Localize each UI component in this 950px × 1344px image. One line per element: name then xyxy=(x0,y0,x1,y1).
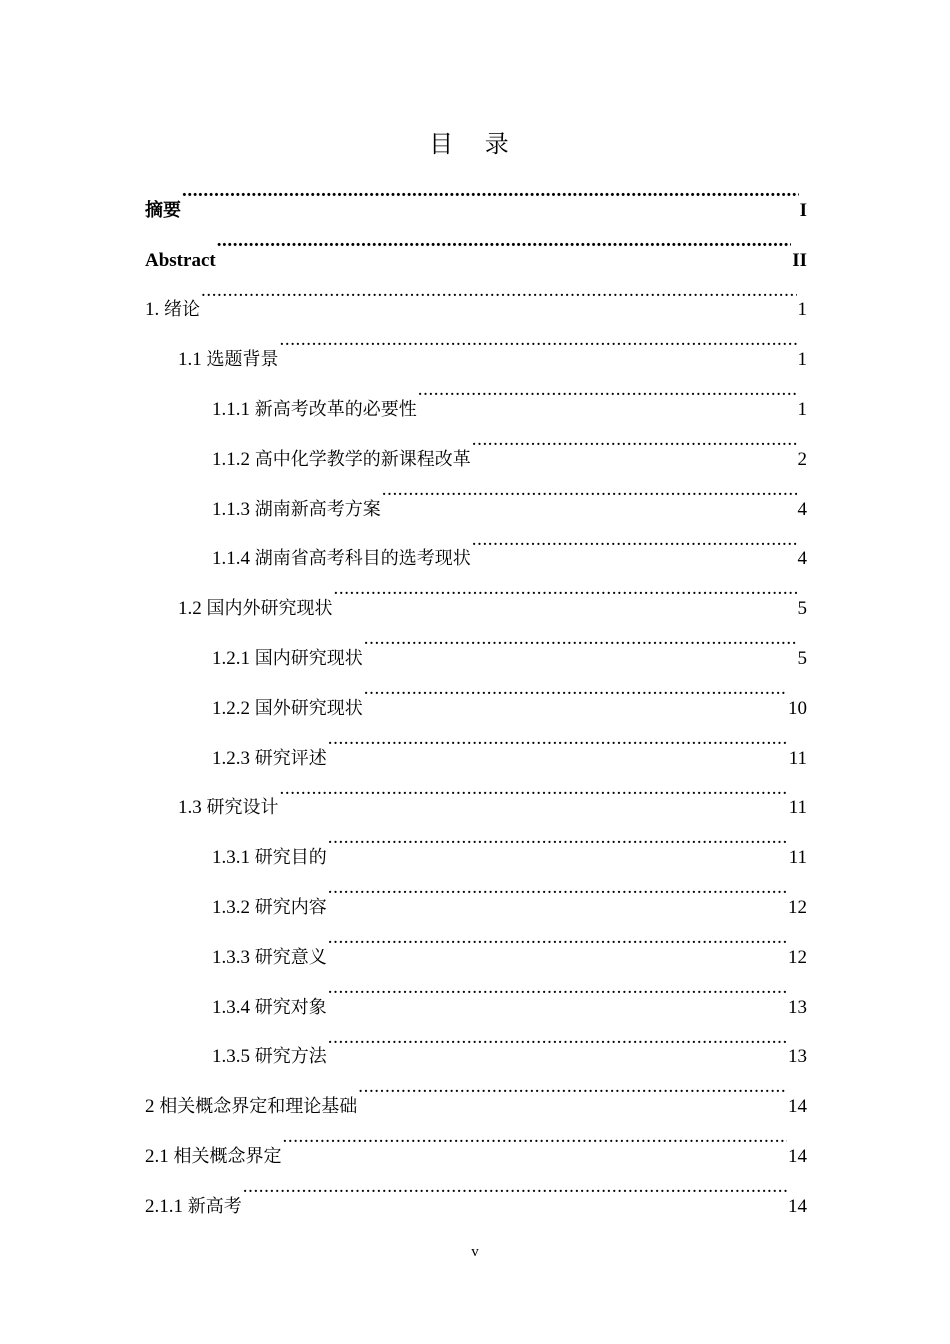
toc-entry-page: 4 xyxy=(797,548,807,570)
toc-entry-text: 选题背景 xyxy=(206,349,279,371)
toc-entry-page: 13 xyxy=(788,1046,807,1068)
toc-leader-dots xyxy=(280,315,797,365)
toc-entry-page: I xyxy=(799,199,807,221)
toc-entry-page: 5 xyxy=(797,598,807,620)
toc-entry-page: 11 xyxy=(788,797,807,819)
toc-leader-dots xyxy=(328,963,787,1013)
toc-leader-dots xyxy=(201,266,797,316)
toc-entry-text: 新高考 xyxy=(187,1195,242,1217)
toc-entry-text: 研究意义 xyxy=(254,946,327,968)
toc-entry-text: 国内研究现状 xyxy=(254,647,363,669)
toc-entry-label xyxy=(178,584,333,634)
toc-entry[interactable] xyxy=(145,315,807,371)
toc-entry-number: 1.3 xyxy=(178,797,202,819)
toc-leader-dots xyxy=(364,614,797,664)
toc-leader-dots xyxy=(217,216,792,266)
toc-entry-text: 研究设计 xyxy=(206,797,279,819)
toc-entry-page: 11 xyxy=(788,847,807,869)
toc-entry-page: 10 xyxy=(788,697,807,719)
toc-entry-page: 5 xyxy=(797,647,807,669)
toc-entry-text: 研究评述 xyxy=(254,747,327,769)
toc-leader-dots xyxy=(364,664,787,714)
toc-entry-text: 湖南省高考科目的选考现状 xyxy=(254,548,471,570)
toc-entry-label xyxy=(212,833,327,883)
toc-entry-number: 1.3.5 xyxy=(212,1046,250,1068)
toc-entry-label xyxy=(212,1032,327,1082)
toc-leader-dots xyxy=(182,166,799,216)
toc-entry-number: 1.2 xyxy=(178,598,202,620)
toc-leader-dots xyxy=(472,515,797,565)
toc-entry[interactable] xyxy=(145,1162,807,1217)
toc-entry-label xyxy=(178,783,279,833)
toc-entry-page: 1 xyxy=(797,349,807,371)
toc-entry-page: 4 xyxy=(797,498,807,520)
toc-entry-page: II xyxy=(792,249,807,271)
toc-entry-label xyxy=(212,983,327,1033)
toc-leader-dots xyxy=(334,564,797,614)
toc-entry-number: 1.2.2 xyxy=(212,697,250,719)
toc-entry-number: 1.3.3 xyxy=(212,946,250,968)
toc-entry-page: 14 xyxy=(788,1145,807,1167)
toc-entry-number: 2.1.1 xyxy=(145,1195,183,1217)
toc-entry-text: 研究对象 xyxy=(254,996,327,1018)
toc-entry-text: 相关概念界定和理论基础 xyxy=(159,1096,358,1118)
toc-leader-dots xyxy=(358,1062,787,1112)
toc-entry-label xyxy=(212,485,381,535)
toc-entry[interactable] xyxy=(145,216,807,271)
toc-entry-page: 13 xyxy=(788,996,807,1018)
toc-entry-number: 2.1 xyxy=(145,1145,169,1167)
toc-leader-dots xyxy=(328,863,787,913)
toc-entry-number: 1.1.4 xyxy=(212,548,250,570)
toc-entry-label xyxy=(212,933,327,983)
toc-entry-label xyxy=(212,634,363,684)
toc-entry-text: 新高考改革的必要性 xyxy=(254,398,417,420)
toc-entry-number: 1.1 xyxy=(178,349,202,371)
toc-entry-number: 1.3.1 xyxy=(212,847,250,869)
toc-entry-page: 1 xyxy=(797,299,807,321)
toc-entry-label xyxy=(145,1182,242,1232)
toc-entry-page: 2 xyxy=(797,448,807,470)
toc-entry-label xyxy=(178,335,279,385)
toc-entry-page: 14 xyxy=(788,1195,807,1217)
toc-leader-dots xyxy=(382,465,797,515)
toc-entry-text: 绪论 xyxy=(164,299,200,321)
toc-entry-number: 1.1.3 xyxy=(212,498,250,520)
toc-leader-dots xyxy=(243,1162,787,1212)
toc-entry-number: 1.1.1 xyxy=(212,398,250,420)
toc-leader-dots xyxy=(280,764,788,814)
page-title: 目 录 xyxy=(429,130,521,158)
toc-entry-number: 1. xyxy=(145,299,160,321)
toc-entry-label xyxy=(145,186,181,236)
toc-leader-dots xyxy=(283,1112,788,1162)
toc-entry-number: 1.1.2 xyxy=(212,448,250,470)
toc-entry-label xyxy=(212,385,417,435)
toc-entry-text: 摘要 xyxy=(145,199,181,221)
table-of-contents xyxy=(145,166,807,1217)
toc-leader-dots xyxy=(328,714,788,764)
toc-entry-page: 12 xyxy=(788,946,807,968)
toc-leader-dots xyxy=(328,913,787,963)
toc-entry-text: 国外研究现状 xyxy=(254,697,363,719)
toc-leader-dots xyxy=(418,365,797,415)
toc-entry-number: 1.3.4 xyxy=(212,996,250,1018)
toc-leader-dots xyxy=(328,813,788,863)
toc-entry-text: 国内外研究现状 xyxy=(206,598,333,620)
toc-entry-text: Abstract xyxy=(145,249,216,271)
toc-entry-number: 1.2.3 xyxy=(212,747,250,769)
toc-leader-dots xyxy=(328,1013,787,1063)
toc-entry-label xyxy=(145,285,200,335)
toc-entry-page: 12 xyxy=(788,896,807,918)
toc-entry-text: 高中化学教学的新课程改革 xyxy=(254,448,471,470)
toc-entry-text: 相关概念界定 xyxy=(173,1145,282,1167)
toc-entry-number: 1.2.1 xyxy=(212,647,250,669)
toc-entry-page: 1 xyxy=(797,398,807,420)
toc-entry-text: 研究内容 xyxy=(254,896,327,918)
toc-entry[interactable] xyxy=(145,266,807,321)
toc-entry-page: 14 xyxy=(788,1096,807,1118)
toc-entry[interactable] xyxy=(145,166,807,221)
toc-entry-text: 湖南新高考方案 xyxy=(254,498,381,520)
toc-entry-number: 2 xyxy=(145,1096,155,1118)
toc-entry-label xyxy=(212,883,327,933)
page-footer-number: v xyxy=(471,1244,479,1260)
toc-entry-text: 研究目的 xyxy=(254,847,327,869)
toc-leader-dots xyxy=(472,415,797,465)
toc-entry-text: 研究方法 xyxy=(254,1046,327,1068)
toc-entry-number: 1.3.2 xyxy=(212,896,250,918)
toc-entry-page: 11 xyxy=(788,747,807,769)
